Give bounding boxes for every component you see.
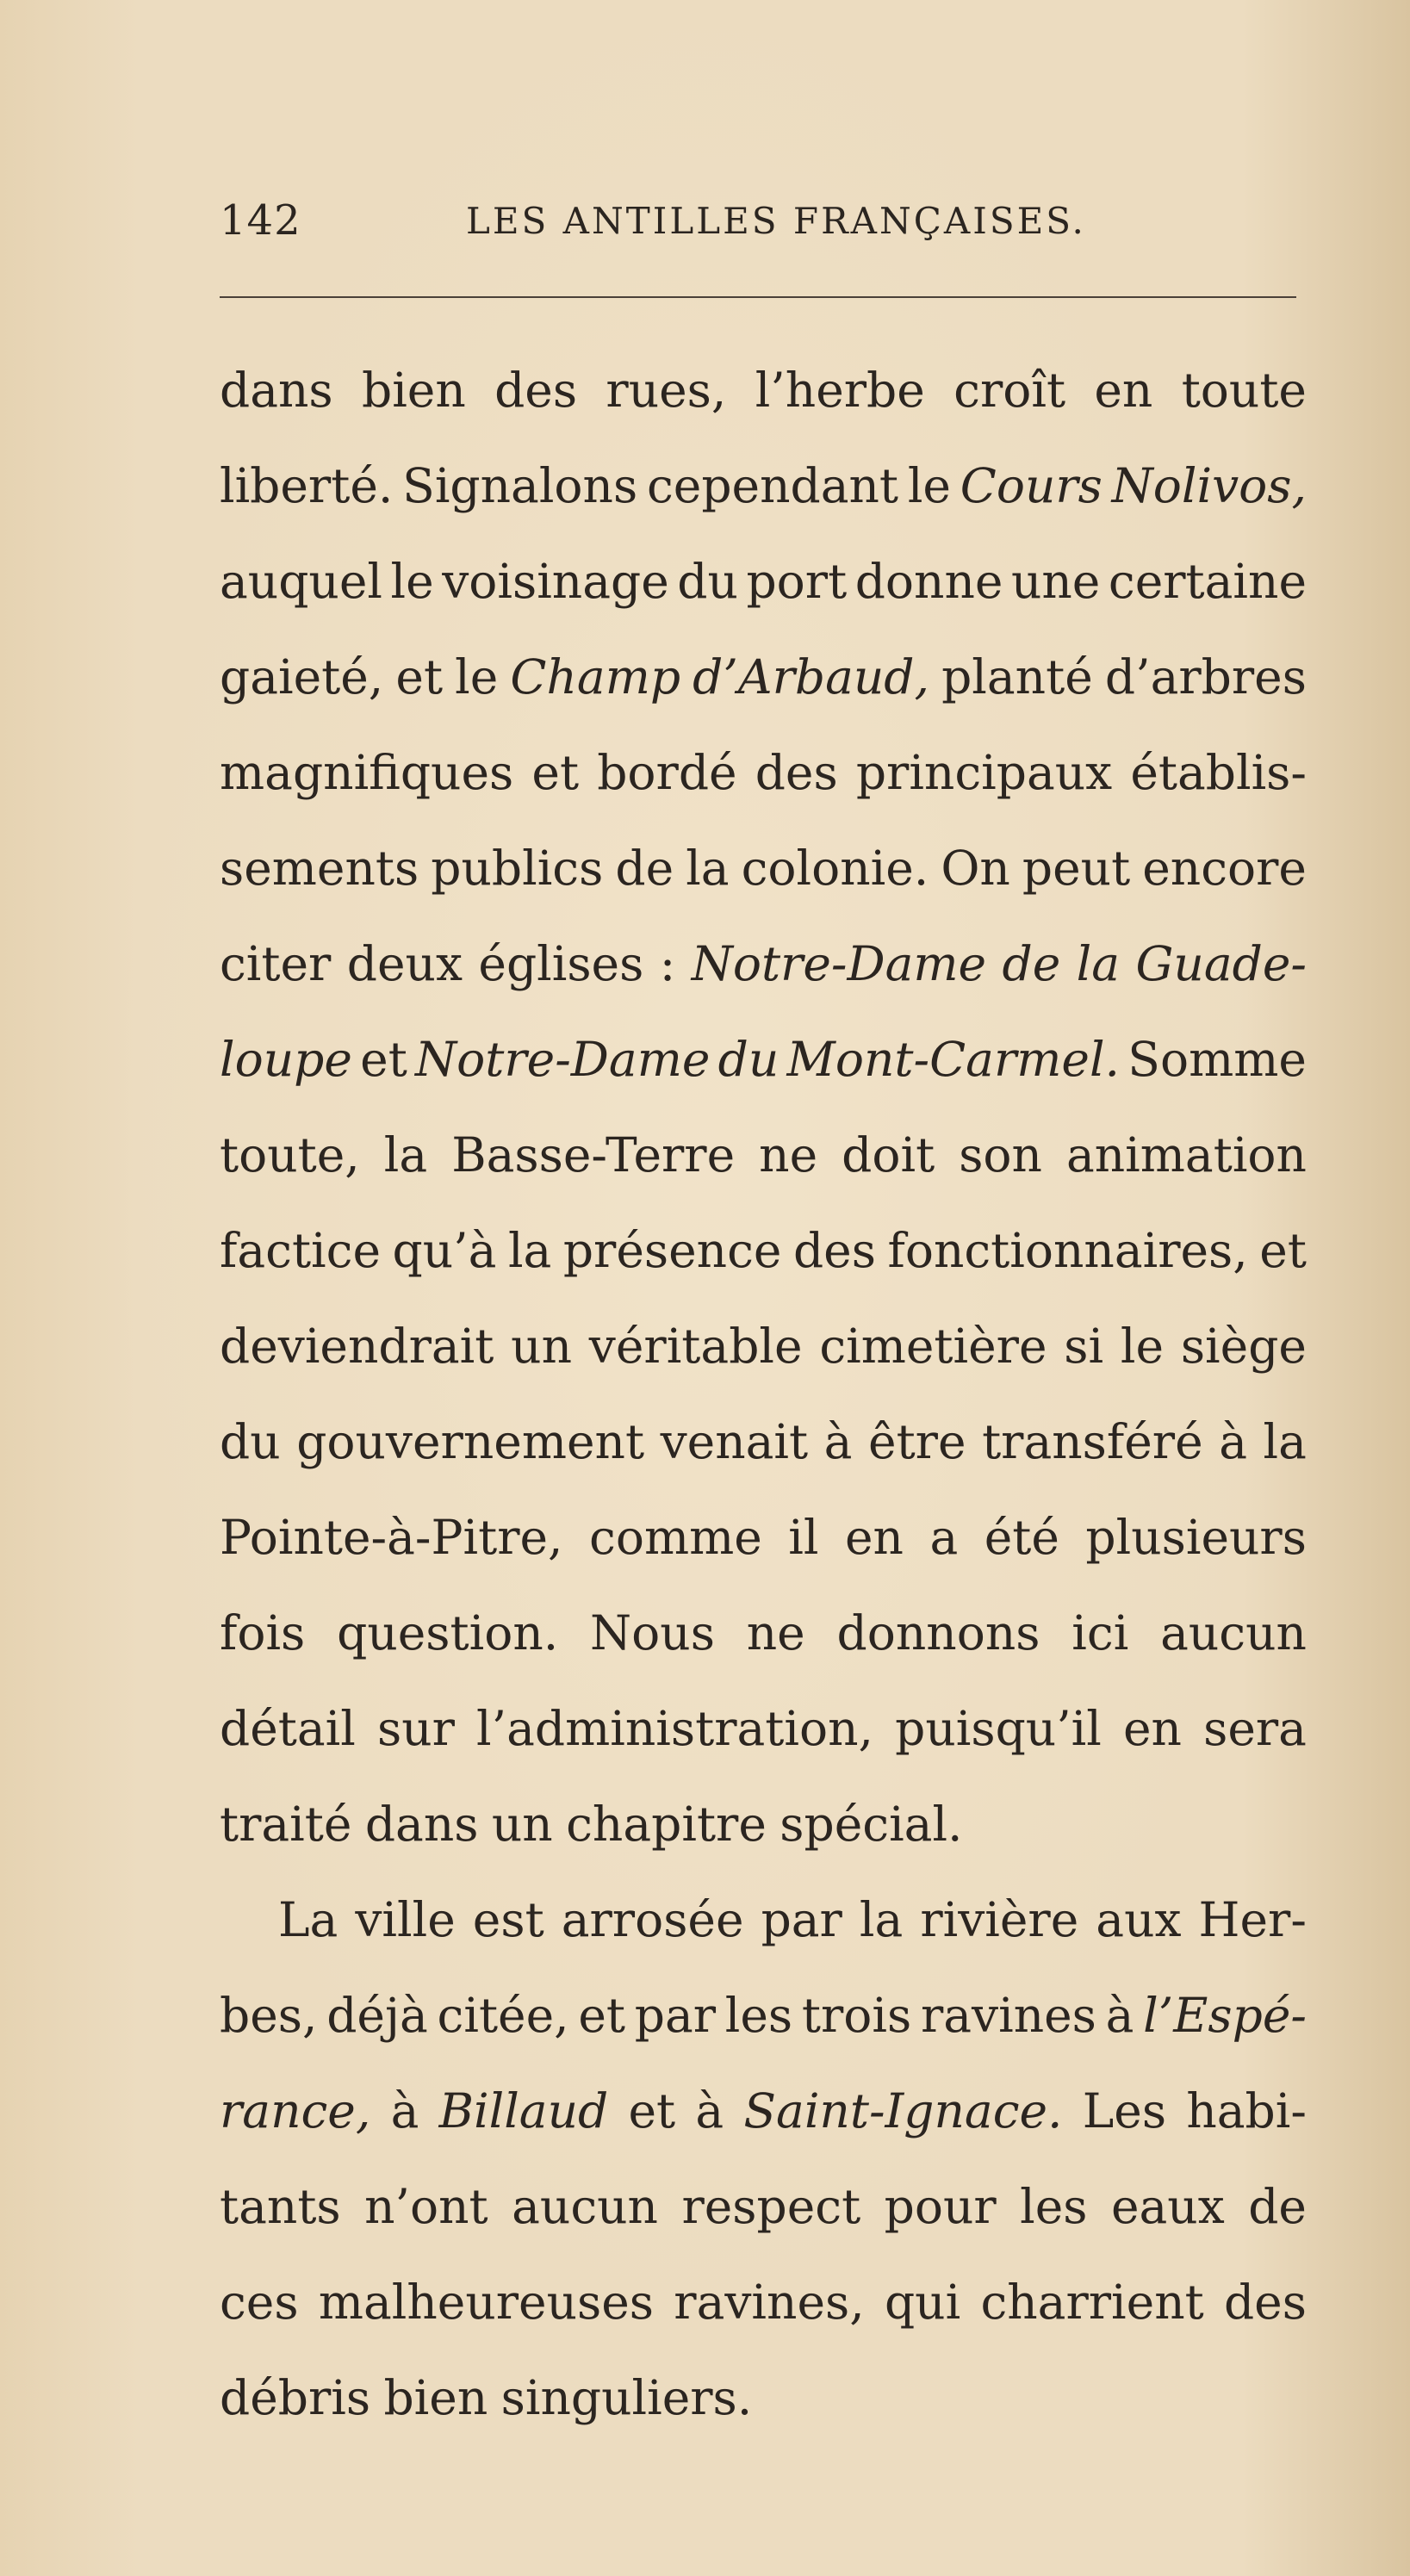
word: plusieurs xyxy=(1085,1510,1307,1565)
word: magnifiques xyxy=(220,745,514,800)
word: ravines, xyxy=(674,2275,865,2330)
word: détail xyxy=(220,1701,356,1756)
word: Nous xyxy=(590,1605,715,1660)
word: en xyxy=(1094,363,1153,418)
word: qui xyxy=(884,2275,961,2330)
word: rues, xyxy=(606,363,727,418)
word: bes, xyxy=(220,1988,318,2043)
word: spécial. xyxy=(780,1797,963,1852)
word: question. xyxy=(337,1605,559,1660)
word: ces xyxy=(220,2275,299,2330)
word: des xyxy=(1223,2275,1307,2330)
word: une xyxy=(1010,554,1101,609)
word: donnons xyxy=(836,1605,1040,1660)
word: peut xyxy=(1022,841,1131,896)
text-line xyxy=(220,1108,1307,1203)
word: fois xyxy=(220,1605,306,1660)
word: la xyxy=(859,1892,904,1947)
word: Signalons xyxy=(402,458,638,513)
word: eaux xyxy=(1110,2179,1225,2234)
word: des xyxy=(494,363,578,418)
text-line xyxy=(220,1681,1307,1777)
word: en xyxy=(844,1510,904,1565)
word: véritable xyxy=(588,1319,803,1374)
word: un xyxy=(491,1797,553,1852)
word: par xyxy=(634,1988,717,2043)
word: auquel xyxy=(220,554,382,609)
word: sera xyxy=(1203,1701,1307,1756)
word: gaieté, xyxy=(220,649,384,705)
text-line xyxy=(220,1394,1307,1490)
word: Notre-Dame xyxy=(415,1032,711,1087)
word: il xyxy=(788,1510,819,1565)
text-line xyxy=(220,821,1307,916)
word: encore xyxy=(1142,841,1307,896)
word: églises xyxy=(478,936,644,991)
word: est xyxy=(472,1892,544,1947)
word: le xyxy=(1120,1319,1165,1374)
word: et xyxy=(531,745,580,800)
word: du xyxy=(677,554,738,609)
word: à xyxy=(1105,1988,1134,2043)
word: le xyxy=(390,554,434,609)
word: n’ont xyxy=(364,2179,488,2234)
text-line xyxy=(220,438,1307,534)
running-title: LES ANTILLES FRANÇAISES. xyxy=(466,200,1086,242)
word: aucun xyxy=(1160,1605,1307,1660)
word: en xyxy=(1123,1701,1182,1756)
word: Billaud xyxy=(438,2083,609,2138)
word: ravines xyxy=(920,1988,1096,2043)
word: établis- xyxy=(1130,745,1307,800)
text-line xyxy=(220,343,1307,438)
word: Les xyxy=(1082,2083,1167,2138)
word: Mont-Carmel. xyxy=(786,1032,1121,1087)
word: qu’à xyxy=(392,1223,497,1278)
word: d’arbres xyxy=(1104,649,1307,705)
word: deviendrait xyxy=(220,1319,494,1374)
word: arrosée xyxy=(561,1892,744,1947)
word: l’Espé- xyxy=(1143,1988,1307,2043)
word: : xyxy=(659,936,676,991)
text-line xyxy=(220,630,1307,725)
word: singuliers. xyxy=(500,2370,753,2425)
page-header xyxy=(220,196,1288,257)
word: la xyxy=(1263,1414,1307,1469)
text-line xyxy=(220,1777,1307,1872)
word: siège xyxy=(1180,1319,1307,1374)
word: Guade- xyxy=(1135,936,1307,991)
text-line xyxy=(220,1299,1307,1394)
text-line xyxy=(220,1490,1307,1586)
word: habi- xyxy=(1186,2083,1307,2138)
word: Nolivos, xyxy=(1111,458,1307,513)
word: Saint-Ignace. xyxy=(743,2083,1063,2138)
word: venait xyxy=(660,1414,809,1469)
word: et xyxy=(395,649,444,705)
text-line xyxy=(220,1203,1307,1299)
word: ici xyxy=(1071,1605,1129,1660)
word: Notre-Dame xyxy=(691,936,987,991)
word: si xyxy=(1064,1319,1104,1374)
word: la xyxy=(507,1223,552,1278)
word: puisqu’il xyxy=(895,1701,1102,1756)
text-line xyxy=(220,1872,1307,1968)
word: Pointe-à-Pitre, xyxy=(220,1510,563,1565)
word: trois xyxy=(801,1988,912,2043)
word: a xyxy=(929,1510,959,1565)
word: débris xyxy=(220,2370,371,2425)
text-line xyxy=(220,2350,1307,2446)
word: toute xyxy=(1181,363,1307,418)
word: doit xyxy=(842,1127,935,1182)
word: déjà xyxy=(326,1988,428,2043)
word: loupe xyxy=(220,1032,352,1087)
word: croît xyxy=(953,363,1066,418)
text-line xyxy=(220,2159,1307,2255)
word: comme xyxy=(589,1510,762,1565)
word: certaine xyxy=(1108,554,1307,609)
word: l’herbe xyxy=(755,363,925,418)
word: d’Arbaud, xyxy=(693,649,929,705)
word: de xyxy=(1002,936,1061,991)
word: fonctionnaires, xyxy=(887,1223,1248,1278)
text-line xyxy=(220,534,1307,630)
word: Basse-Terre xyxy=(451,1127,736,1182)
word: aux xyxy=(1096,1892,1182,1947)
word: la xyxy=(686,841,730,896)
word: port xyxy=(746,554,848,609)
word: du xyxy=(220,1414,281,1469)
word: ne xyxy=(746,1605,805,1660)
word: bien xyxy=(361,363,466,418)
word: charrient xyxy=(980,2275,1204,2330)
word: les xyxy=(724,1988,793,2043)
word: principaux xyxy=(855,745,1113,800)
word: sements xyxy=(220,841,419,896)
word: été xyxy=(984,1510,1059,1565)
word: la xyxy=(383,1127,428,1182)
word: être xyxy=(868,1414,966,1469)
word: du xyxy=(717,1032,780,1087)
word: rivière xyxy=(920,1892,1079,1947)
word: Somme xyxy=(1127,1032,1307,1087)
word: des xyxy=(792,1223,876,1278)
word: et xyxy=(360,1032,407,1087)
word: et xyxy=(628,2083,676,2138)
word: gouvernement xyxy=(296,1414,645,1469)
word: cimetière xyxy=(819,1319,1047,1374)
word: de xyxy=(1248,2179,1307,2234)
word: par xyxy=(761,1892,842,1947)
text-line xyxy=(220,916,1307,1012)
word: cependant xyxy=(646,458,899,513)
word: Cours xyxy=(960,458,1103,513)
word: Champ xyxy=(510,649,681,705)
word: ville xyxy=(355,1892,456,1947)
word: colonie. xyxy=(741,841,929,896)
text-line xyxy=(220,1586,1307,1681)
page-number: 142 xyxy=(220,196,301,245)
word: à xyxy=(1219,1414,1247,1469)
word: et xyxy=(578,1988,626,2043)
text-line xyxy=(220,2064,1307,2159)
word: bordé xyxy=(597,745,737,800)
word: et xyxy=(1259,1223,1307,1278)
word: tants xyxy=(220,2179,341,2234)
word: un xyxy=(511,1319,573,1374)
word: donne xyxy=(854,554,1003,609)
word: voisinage xyxy=(442,554,669,609)
text-line xyxy=(220,1012,1307,1108)
word: citée, xyxy=(437,1988,569,2043)
word: malheureuses xyxy=(318,2275,655,2330)
word: deux xyxy=(346,936,463,991)
word: des xyxy=(755,745,838,800)
word: La xyxy=(278,1892,339,1947)
word: planté xyxy=(941,649,1093,705)
word: son xyxy=(959,1127,1042,1182)
text-line xyxy=(220,1968,1307,2064)
word: chapitre xyxy=(566,1797,767,1852)
word: animation xyxy=(1065,1127,1307,1182)
word: l’administration, xyxy=(476,1701,873,1756)
text-line xyxy=(220,725,1307,821)
word: bien xyxy=(383,2370,488,2425)
header-rule xyxy=(220,296,1296,298)
word: publics xyxy=(431,841,604,896)
word: traité xyxy=(220,1797,352,1852)
word: dans xyxy=(220,363,333,418)
word: le xyxy=(455,649,499,705)
word: rance, xyxy=(220,2083,371,2138)
word: respect xyxy=(681,2179,861,2234)
word: pour xyxy=(884,2179,997,2234)
word: dans xyxy=(364,1797,479,1852)
word: la xyxy=(1076,936,1121,991)
word: présence xyxy=(562,1223,782,1278)
word: On xyxy=(941,841,1010,896)
word: à xyxy=(390,2083,419,2138)
word: à xyxy=(695,2083,724,2138)
word: le xyxy=(907,458,951,513)
word: ne xyxy=(759,1127,818,1182)
word: citer xyxy=(220,936,332,991)
text-line xyxy=(220,2255,1307,2350)
word: de xyxy=(615,841,674,896)
word: factice xyxy=(220,1223,381,1278)
word: transféré xyxy=(982,1414,1203,1469)
word: toute, xyxy=(220,1127,360,1182)
word: sur xyxy=(376,1701,455,1756)
word: Her- xyxy=(1198,1892,1307,1947)
word: à xyxy=(823,1414,853,1469)
word: les xyxy=(1020,2179,1088,2234)
word: liberté. xyxy=(220,458,394,513)
word: aucun xyxy=(512,2179,658,2234)
body-text xyxy=(220,343,1307,2446)
